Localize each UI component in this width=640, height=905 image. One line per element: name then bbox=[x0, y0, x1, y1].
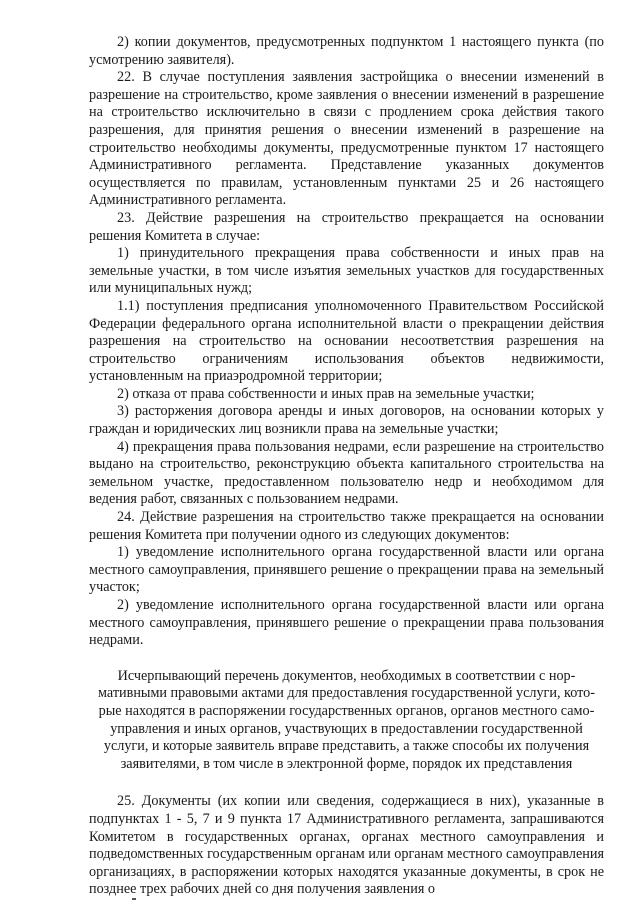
section-heading-line: Исчерпывающий перечень документов, необходимых в соответствии с нор- bbox=[117, 667, 576, 684]
section-heading bbox=[89, 668, 604, 774]
scan-artifact bbox=[132, 898, 136, 900]
document-body bbox=[89, 34, 604, 899]
section-heading-line: заявителями, в том числе в электронной форме, порядок их представления bbox=[120, 755, 573, 772]
paragraph-24-2: 2) уведомление исполнительного органа государственной власти или органа местного самоуправления, принявшего решение о прекращении права пользования недрами. bbox=[89, 597, 604, 649]
paragraph-23-3: 3) расторжения договора аренды и иных договоров, на основании которых у граждан и юридических лиц возникли права на земельные участки; bbox=[89, 403, 604, 438]
paragraph-24-1: 1) уведомление исполнительного органа государственной власти или органа местного самоуправления, принявшего решение о прекращении права на земельный участок; bbox=[89, 544, 604, 596]
paragraph-23-1-1: 1.1) поступления предписания уполномоченного Правительством Российской Федерации федерального органа исполнительной власти о прекращении действия разрешения на строительство на основании несоответствия разрешения на строительство ограничениям использования объектов недвижимости, установленным на приаэродромной территории; bbox=[89, 297, 604, 385]
paragraph-22: 22. В случае поступления заявления застройщика о внесении изменений в разрешение на строительство, кроме заявления о внесении изменений в разрешение на строительство исключительно в связи с продлением срока действия такого разрешения, для принятия решения о внесении изменений в разрешение на строительство необходимы документы, предусмотренные пунктом 17 настоящего Административного регламента. Представление указанных документов осуществляется по правилам, установленным пунктами 25 и 26 настоящего Административного регламента. bbox=[89, 69, 604, 209]
paragraph-23-2: 2) отказа от права собственности и иных прав на земельные участки; bbox=[117, 385, 535, 402]
section-heading-line: мативными правовыми актами для предоставления государственной услуги, кото- bbox=[98, 685, 595, 702]
paragraph-23: 23. Действие разрешения на строительство прекращается на основании решения Комитета в случае: bbox=[89, 209, 604, 244]
paragraph-21-2: 2) копии документов, предусмотренных подпунктом 1 настоящего пункта (по усмотрению заявителя). bbox=[89, 34, 604, 68]
section-heading-line: рые находятся в распоряжении государственных органов, органов местного само- bbox=[98, 702, 595, 719]
section-heading-line: управления и иных органов, участвующих в предоставлении государственной bbox=[110, 720, 583, 737]
section-heading-line: услуги, и которые заявитель вправе представить, а также способы их получения bbox=[103, 738, 590, 755]
paragraph-23-4: 4) прекращения права пользования недрами, если разрешение на строительство выдано на строительство, реконструкцию объекта капитального строительства на земельном участке, предоставленном пользователю недр и необходимом для ведения работ, связанных с пользованием недрами. bbox=[89, 438, 604, 508]
paragraph-23-1: 1) принудительного прекращения права собственности и иных прав на земельные участки, в том числе изъятия земельных участков для государственных или муниципальных нужд; bbox=[89, 245, 604, 297]
paragraph-24: 24. Действие разрешения на строительство также прекращается на основании решения Комитета при получении одного из следующих документов: bbox=[89, 509, 604, 543]
paragraph-25: 25. Документы (их копии или сведения, содержащиеся в них), указанные в подпунктах 1 - 5, 7 и 9 пункта 17 Административного регламента, запрашиваются Комитетом в государственных органах, органах местного самоуправления и подведомственных государственным органам или органам местного самоуправления организациях, в распоряжении которых находятся указанные документы, в срок не позднее трех рабочих дней со дня получения заявления о bbox=[89, 793, 604, 898]
